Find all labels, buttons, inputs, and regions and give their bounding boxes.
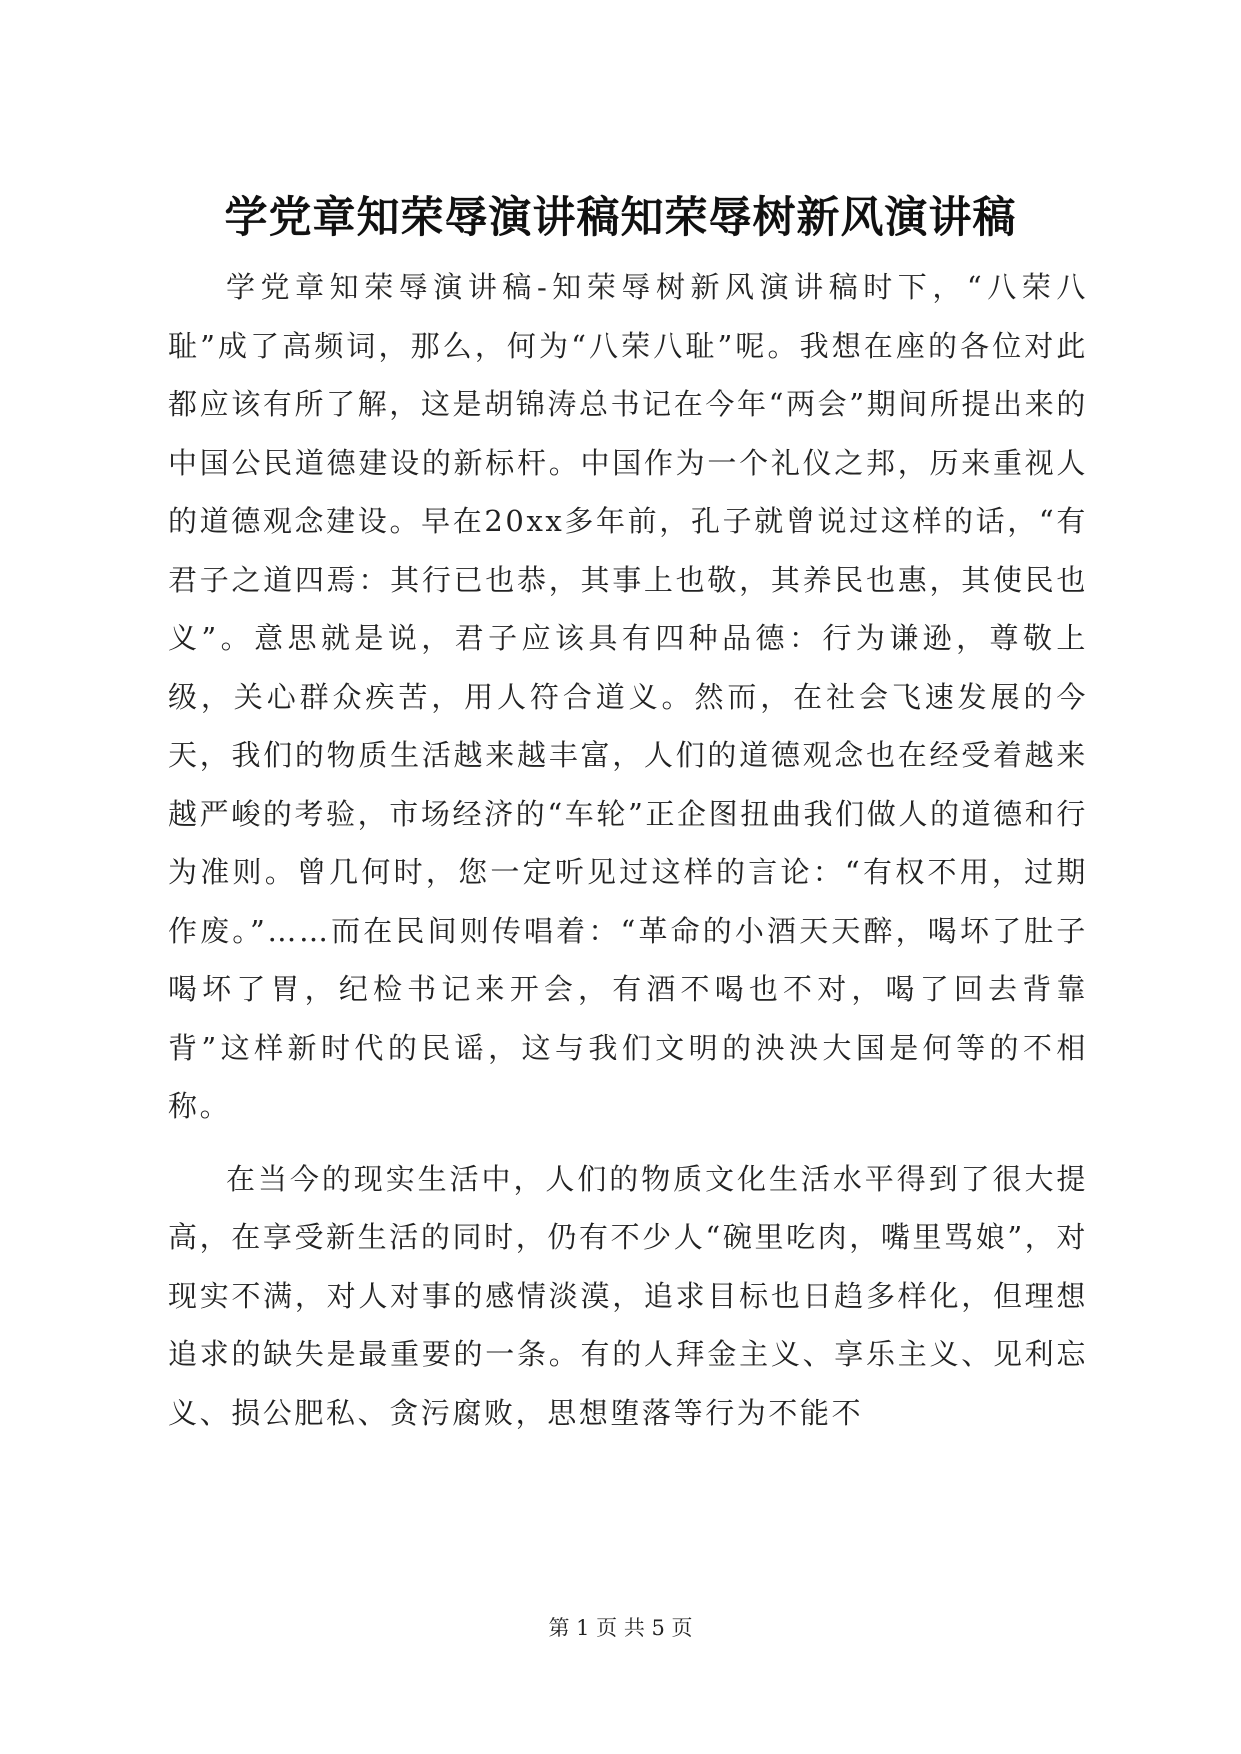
- document-body: [168, 258, 1088, 1442]
- document-title: 学党章知荣辱演讲稿知荣辱树新风演讲稿: [224, 193, 1017, 243]
- paragraph-1: 学党章知荣辱演讲稿-知荣辱树新风演讲稿时下，“八荣八耻”成了高频词，那么，何为“八荣八耻”呢。我想在座的各位对此都应该有所了解，这是胡锦涛总书记在今年“两会”期间所提出来的中国公民道德建设的新标杆。中国作为一个礼仪之邦，历来重视人的道德观念建设。早在20xx多年前，孔子就曾说过这样的话，“有君子之道四焉：其行已也恭，其事上也敬，其养民也惠，其使民也义”。意思就是说，君子应该具有四种品德：行为谦逊，尊敬上级，关心群众疾苦，用人符合道义。然而，在社会飞速发展的今天，我们的物质生活越来越丰富，人们的道德观念也在经受着越来越严峻的考验，市场经济的“车轮”正企图扭曲我们做人的道德和行为准则。曾几何时，您一定听见过这样的言论：“有权不用，过期作废。”……而在民间则传唱着：“革命的小酒天天醉，喝坏了肚子喝坏了胃，纪检书记来开会，有酒不喝也不对，喝了回去背靠背”这样新时代的民谣，这与我们文明的泱泱大国是何等的不相称。: [168, 270, 1088, 1123]
- paragraph-2: 在当今的现实生活中，人们的物质文化生活水平得到了很大提高，在享受新生活的同时，仍有不少人“碗里吃肉，嘴里骂娘”，对现实不满，对人对事的感情淡漠，追求目标也日趋多样化，但理想追求的缺失是最重要的一条。有的人拜金主义、享乐主义、见利忘义、损公肥私、贪污腐败，思想堕落等行为不能不: [168, 1161, 1088, 1430]
- page-footer: 第 1 页 共 5 页: [548, 1616, 693, 1640]
